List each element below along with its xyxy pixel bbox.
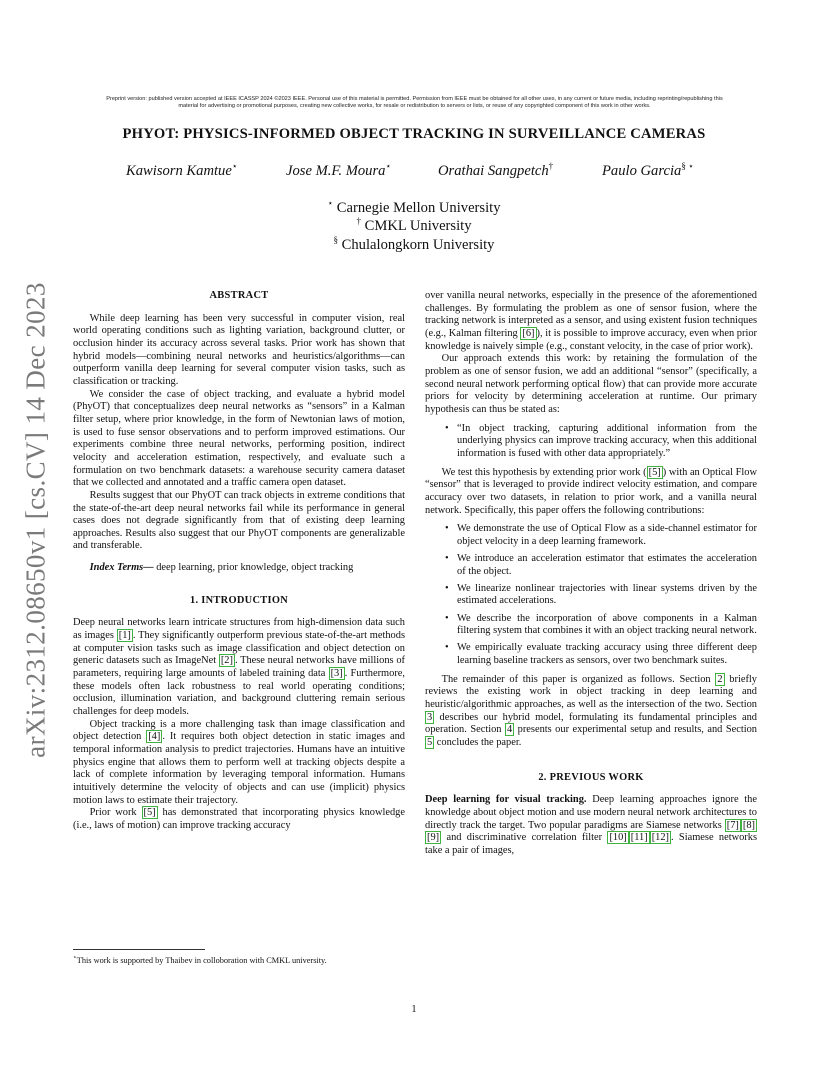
paper-title: PHYOT: PHYSICS-INFORMED OBJECT TRACKING IN SURVEILLANCE CAMERAS: [122, 126, 706, 142]
notice-line: Preprint version: published version accepted at IEEE ICASSP 2024 ©2023 IEEE. Personal use of this material is permitted. Permission from IEEE must be obtained for all other uses, in any current or future media, including reprinting/republishing this: [106, 96, 723, 102]
affiliation-2: † CMKL University: [356, 216, 472, 234]
citation-link[interactable]: [6]: [522, 327, 535, 339]
index-terms: Index Terms— deep learning, prior knowledge, object tracking: [89, 562, 354, 574]
body-paragraph: Deep learning for visual tracking. Deep learning approaches ignore the knowledge about object motion and use modern neural network architectures to directly track the target. Two popular paradigms are Siamese networks [7] [8][9] and discriminative correlation filter [10] [11] [12] . Siamese networks take a pair of images,: [425, 794, 757, 856]
affiliation-1: ⋆ Carnegie Mellon University: [327, 198, 501, 216]
citation-link[interactable]: [3]: [330, 668, 343, 680]
affiliation-3: § Chulalongkorn University: [333, 235, 495, 253]
citation-link[interactable]: [1]: [118, 630, 131, 642]
citation-link[interactable]: [12]: [651, 832, 669, 844]
abstract-paragraph: We consider the case of object tracking, and evaluate a hybrid model (PhyOT) that conceptualizes deep neural networks as “sensors” in a Kalman filter setup, where prior knowledge, in the form of Newtonian laws of motion, is used to fuse sensor observations and to perform improved estimations. Our experiments combine three neural networks, performing position, indirect velocity and acceleration estimation, respectively, and evaluate such a formulation on two benchmark datasets: a warehouse security camera dataset that we collected and annotated and a traffic camera open dataset.: [73, 388, 405, 489]
body-paragraph: The remainder of this paper is organized as follows. Section 2 briefly reviews the existing work in object tracking in deep learning and heuristic/algorithmic approaches, as well as the intersection of the two. Section 3 describes our hybrid model, formulating its fundamental principles and operation. Section 4 presents our experimental setup and results, and Section 5 concludes the paper.: [425, 673, 758, 748]
author-2: Jose M.F. Moura⋆: [286, 161, 392, 179]
body-paragraph: We test this hypothesis by extending prior work ( [5] ) with an Optical Flow “sensor” that is leveraged to provide indirect velocity estimation, and compare accuracy over two datasets, in relation to prior work, and a vanilla neural network. Specifically, this paper offers the following contributions:: [425, 466, 757, 516]
author-4: Paulo Garcia§ ⋆: [602, 161, 694, 179]
left-column: [73, 290, 405, 833]
abstract-paragraph: While deep learning has been very successful in computer vision, real world operating conditions such as lighting variation, background clutter, or occlusion hinder its accuracy across several tasks. Prior work has shown that hybrid models—combining neural networks and heuristics/algorithms—can outperform vanilla deep learning for several computer vision tasks, such as classification or tracking.: [73, 312, 405, 387]
right-column: [425, 290, 757, 858]
body-paragraph: Our approach extends this work: by retaining the formulation of the problem as one of sensor fusion, we add an additional “sensor” (specifically, a second neural network performing optical flow) that can provide more accurate priors for velocity by determining acceleration at runtime. Our primary hypothesis can thus be stated as:: [425, 353, 757, 415]
hypothesis-list: [425, 423, 757, 461]
abstract-paragraph: Results suggest that our PhyOT can track objects in extreme conditions that the state-of-the-art deep neural networks fail while its performance in general cases does not degrade significantly from that of existing deep learning approaches. Results also suggest that our PhyOT components are generalizable and transferable.: [73, 489, 405, 552]
footnote-rule: [73, 949, 205, 950]
intro-paragraph: Object tracking is a more challenging task than image classification and object detection [4] . It requires both object detection in static images and temporal information analysis to predict trajectories. Humans have an intuitive physics engine that allows them to perform well at tracking objects despite a lack of complete information by leveraging temporal information. Humans intuitively determine the velocity of objects and can use (implicit) physics motion laws to estimate their trajectory.: [73, 718, 405, 806]
intro-paragraph: Prior work [5] has demonstrated that incorporating physics knowledge (i.e., laws of motion) can improve tracking accuracy: [73, 807, 405, 831]
contributions-list: [425, 523, 757, 668]
citation-link[interactable]: [5]: [143, 807, 156, 819]
section-link[interactable]: 5: [427, 737, 433, 748]
footnote: ⋆This work is supported by Thaibev in colloboration with CMKL university.: [73, 955, 327, 965]
citation-link[interactable]: [7]: [726, 819, 739, 831]
arxiv-identifier: arXiv:2312.08650v1 [cs.CV] 14 Dec 2023: [20, 282, 51, 758]
list-item: • We empirically evaluate tracking accuracy using three different deep learning baseline trackers as sensors, over two benchmark suites.: [445, 642, 757, 667]
abstract-heading: ABSTRACT: [209, 290, 269, 301]
citation-link[interactable]: [11]: [630, 832, 648, 844]
list-item: • We linearize nonlinear trajectories with linear systems driven by the estimated accelerations.: [445, 583, 757, 608]
page-number: 1: [411, 1004, 417, 1015]
citation-link[interactable]: [2]: [220, 655, 233, 667]
citation-link[interactable]: [8]: [742, 819, 755, 831]
section-link[interactable]: 4: [506, 724, 513, 736]
notice-line: material for advertising or promotional purposes, creating new collective works, for resale or redistribution to servers or lists, or reuse of any copyrighted component of this work in other works.: [178, 103, 651, 109]
section-link[interactable]: 3: [427, 711, 433, 723]
hypothesis-statement: • “In object tracking, capturing additional information from the underlying physics can improve tracking accuracy, when this additional information is fused with other data appropriately.”: [445, 423, 757, 461]
intro-paragraph: Deep neural networks learn intricate structures from high-dimension data such as images [1] . They significantly outperform previous state-of-the-art methods at computer vision tasks such as image classification and object detection on generic datasets such as ImageNet [2] . These neural networks have millions of parameters, requiring large amounts of labeled training data [3] . Furthermore, these models often lack robustness to real world operating conditions; occlusion, illumination variation, and background cluttering remain serious challenges for deep models.: [73, 617, 405, 718]
list-item: • We describe the incorporation of above components in a Kalman filtering system that combines it with an object tracking neural network.: [445, 613, 757, 638]
citation-link[interactable]: [9]: [427, 832, 440, 844]
citation-link[interactable]: [4]: [148, 731, 161, 743]
introduction-heading: 1. INTRODUCTION: [189, 594, 289, 606]
author-1: Kawisorn Kamtue⋆: [126, 161, 238, 179]
list-item: • We introduce an acceleration estimator that estimates the acceleration of the object.: [445, 553, 757, 578]
previous-work-heading: 2. PREVIOUS WORK: [538, 771, 644, 783]
copyright-notice: [72, 96, 757, 110]
citation-link[interactable]: [5]: [648, 466, 661, 478]
body-paragraph: over vanilla neural networks, especially in the presence of the aforementioned challenges. By formulating the problem as one of sensor fusion, where the tracking network is interpreted as a sensor, and using existent fusion techniques (e.g., Kalman filtering [6] ), it is possible to improve accuracy, even when prior knowledge is naively simple (e.g., constant velocity, in the case of prior work).: [425, 290, 758, 352]
author-3: Orathai Sangpetch†: [438, 161, 554, 179]
citation-link[interactable]: [10]: [609, 832, 627, 844]
section-link[interactable]: 2: [717, 673, 723, 685]
list-item: • We demonstrate the use of Optical Flow as a side-channel estimator for object velocity in a deep learning framework.: [445, 523, 757, 548]
